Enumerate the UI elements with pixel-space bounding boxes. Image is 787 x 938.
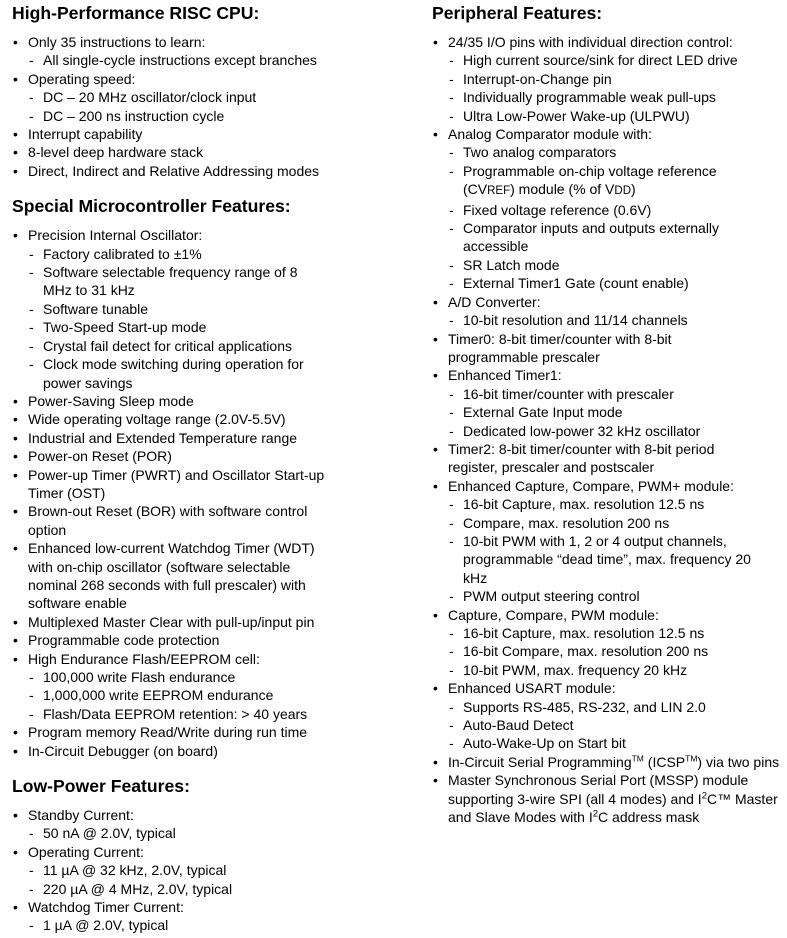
list-item: • Operating Current: - 11 µA @ 32 kHz, 2.0V, typical - 220 µA @ 4 MHz, 2.0V, typical [12,843,412,898]
section-cpu [12,2,412,180]
right-column [432,2,782,826]
sub-item: - 50 nA @ 2.0V, typical [28,824,412,842]
sub-item: - PWM output steering control [448,587,782,605]
sub-item: - External Timer1 Gate (count enable) [448,274,782,292]
list-item: • Operating speed: - DC – 20 MHz oscillator/clock input - DC – 200 ns instruction cycle [12,70,412,125]
list-item: • Analog Comparator module with: - Two analog comparators - Programmable on-chip voltage reference (CVREF) module (% of VDD) - Fixed voltage reference (0.6V) - Comparator inputs and outputs externally accessible - SR Latch mode - External Timer1 Gate (count enable) [432,125,782,293]
sub-item: - Supports RS-485, RS-232, and LIN 2.0 [448,698,782,716]
left-column [12,2,412,935]
sub-item: - All single-cycle instructions except branches [28,51,412,69]
sub-item: - Factory calibrated to ±1% [28,245,332,263]
sub-item: - Clock mode switching during operation for power savings [28,355,332,392]
sub-item: - External Gate Input mode [448,403,782,421]
sub-item: - Two analog comparators [448,143,782,161]
list-item: • Direct, Indirect and Relative Addressing modes [12,162,412,180]
sub-item: - Crystal fail detect for critical applications [28,337,332,355]
lowpower-list [12,806,412,935]
sub-item: - 10-bit PWM with 1, 2 or 4 output channels, programmable “dead time”, max. frequency 20 kHz [448,532,763,587]
list-item: • Wide operating voltage range (2.0V-5.5V) [12,410,332,428]
sub-item: - Comparator inputs and outputs externally accessible [448,219,743,256]
sub-item: - 220 µA @ 4 MHz, 2.0V, typical [28,880,412,898]
sub-item: - DC – 20 MHz oscillator/clock input [28,88,412,106]
sub-item: - 16-bit Capture, max. resolution 12.5 ns [448,495,782,513]
sub-item: - Dedicated low-power 32 kHz oscillator [448,422,782,440]
list-item: • A/D Converter: - 10-bit resolution and 11/14 channels [432,293,782,330]
list-item: • Power-on Reset (POR) [12,447,332,465]
sub-item: - 1,000,000 write EEPROM endurance [28,686,332,704]
special-list [12,226,332,760]
sub-item: - Individually programmable weak pull-ups [448,88,782,106]
sub-item: - 10-bit PWM, max. frequency 20 kHz [448,661,782,679]
sub-item: - 16-bit Capture, max. resolution 12.5 ns [448,624,782,642]
list-item: • Enhanced Timer1: - 16-bit timer/counter with prescaler - External Gate Input mode - Dedicated low-power 32 kHz oscillator [432,366,782,440]
section-lowpower [12,775,412,935]
sub-item: - Auto-Wake-Up on Start bit [448,734,782,752]
peripheral-list [432,33,782,826]
sub-item: - 100,000 write Flash endurance [28,668,332,686]
list-item: • Enhanced Capture, Compare, PWM+ module: - 16-bit Capture, max. resolution 12.5 ns - Compare, max. resolution 200 ns - 10-bit PWM with 1, 2 or 4 output channels, programmable “dead time”, max. frequency 20 kHz - PWM output steering control [432,477,782,606]
list-item: • Standby Current: - 50 nA @ 2.0V, typical [12,806,412,843]
sub-item: - Programmable on-chip voltage reference (CVREF) module (% of VDD) [448,162,782,201]
list-item: • Only 35 instructions to learn: - All single-cycle instructions except branches [12,33,412,70]
sub-item: - Software tunable [28,300,332,318]
section-title-lowpower: Low-Power Features: [12,776,190,797]
list-item: • Program memory Read/Write during run time [12,723,332,741]
sub-item: - DC – 200 ns instruction cycle [28,107,412,125]
list-item: • Industrial and Extended Temperature range [12,429,332,447]
sub-item: - 11 µA @ 32 kHz, 2.0V, typical [28,861,412,879]
list-item: • Power-up Timer (PWRT) and Oscillator Start-up Timer (OST) [12,466,332,503]
sub-item: - 16-bit Compare, max. resolution 200 ns [448,642,782,660]
sub-item: - 16-bit timer/counter with prescaler [448,385,782,403]
list-item: • Enhanced low-current Watchdog Timer (WDT) with on-chip oscillator (software selectable nominal 268 seconds with full prescaler) with software enable [12,539,332,613]
list-item: • In-Circuit Serial Programming™ (ICSP™) via two pins [432,753,782,771]
cpu-list [12,33,412,180]
section-title-special: Special Microcontroller Features: [12,196,291,217]
section-special [12,195,412,760]
sub-item: - Auto-Baud Detect [448,716,782,734]
sub-item: - Compare, max. resolution 200 ns [448,514,782,532]
list-item: • Master Synchronous Serial Port (MSSP) module supporting 3-wire SPI (all 4 modes) and $I^2C™$ Master and Slave Modes with $I^2C$ address mask [432,771,787,826]
list-item: • Watchdog Timer Current: - 1 µA @ 2.0V, typical [12,898,412,935]
list-item: • In-Circuit Debugger (on board) [12,742,332,760]
list-item: • Precision Internal Oscillator: - Factory calibrated to ±1% - Software selectable frequency range of 8 MHz to 31 kHz - Software tunable - Two-Speed Start-up mode - Crystal fail detect for critical applications - Clock mode switching during operation for power savings [12,226,332,392]
sub-item: - High current source/sink for direct LED drive [448,51,782,69]
list-item: • Brown-out Reset (BOR) with software control option [12,502,332,539]
list-item: • Timer2: 8-bit timer/counter with 8-bit period register, prescaler and postscaler [432,440,748,477]
list-item: • 24/35 I/O pins with individual direction control: - High current source/sink for direct LED drive - Interrupt-on-Change pin - Individually programmable weak pull-ups - Ultra Low-Power Wake-up (ULPWU) [432,33,782,125]
sub-item: - Flash/Data EEPROM retention: > 40 years [28,705,332,723]
list-item: • Capture, Compare, PWM module: - 16-bit Capture, max. resolution 12.5 ns - 16-bit Compare, max. resolution 200 ns - 10-bit PWM, max. frequency 20 kHz [432,606,782,680]
list-item: • High Endurance Flash/EEPROM cell: - 100,000 write Flash endurance - 1,000,000 write EEPROM endurance - Flash/Data EEPROM retention: > 40 years [12,650,332,724]
list-item: • Power-Saving Sleep mode [12,392,332,410]
list-item: • Timer0: 8-bit timer/counter with 8-bit programmable prescaler [432,330,693,367]
sub-item: - Fixed voltage reference (0.6V) [448,201,782,219]
list-item: • 8-level deep hardware stack [12,143,412,161]
section-title-cpu: High-Performance RISC CPU: [12,3,260,23]
sub-item: - Ultra Low-Power Wake-up (ULPWU) [448,107,782,125]
section-peripheral [432,2,782,826]
sub-item: - Software selectable frequency range of 8 MHz to 31 kHz [28,263,313,300]
list-item: • Programmable code protection [12,631,332,649]
sub-item: - 1 µA @ 2.0V, typical [28,916,412,934]
sub-item: - Two-Speed Start-up mode [28,318,332,336]
sub-item: - Interrupt-on-Change pin [448,70,782,88]
sub-item: - 10-bit resolution and 11/14 channels [448,311,782,329]
list-item: • Enhanced USART module: - Supports RS-485, RS-232, and LIN 2.0 - Auto-Baud Detect - Auto-Wake-Up on Start bit [432,679,782,753]
list-item: • Interrupt capability [12,125,412,143]
sub-item: - SR Latch mode [448,256,782,274]
section-title-peripheral: Peripheral Features: [432,3,603,23]
list-item: • Multiplexed Master Clear with pull-up/input pin [12,613,368,631]
